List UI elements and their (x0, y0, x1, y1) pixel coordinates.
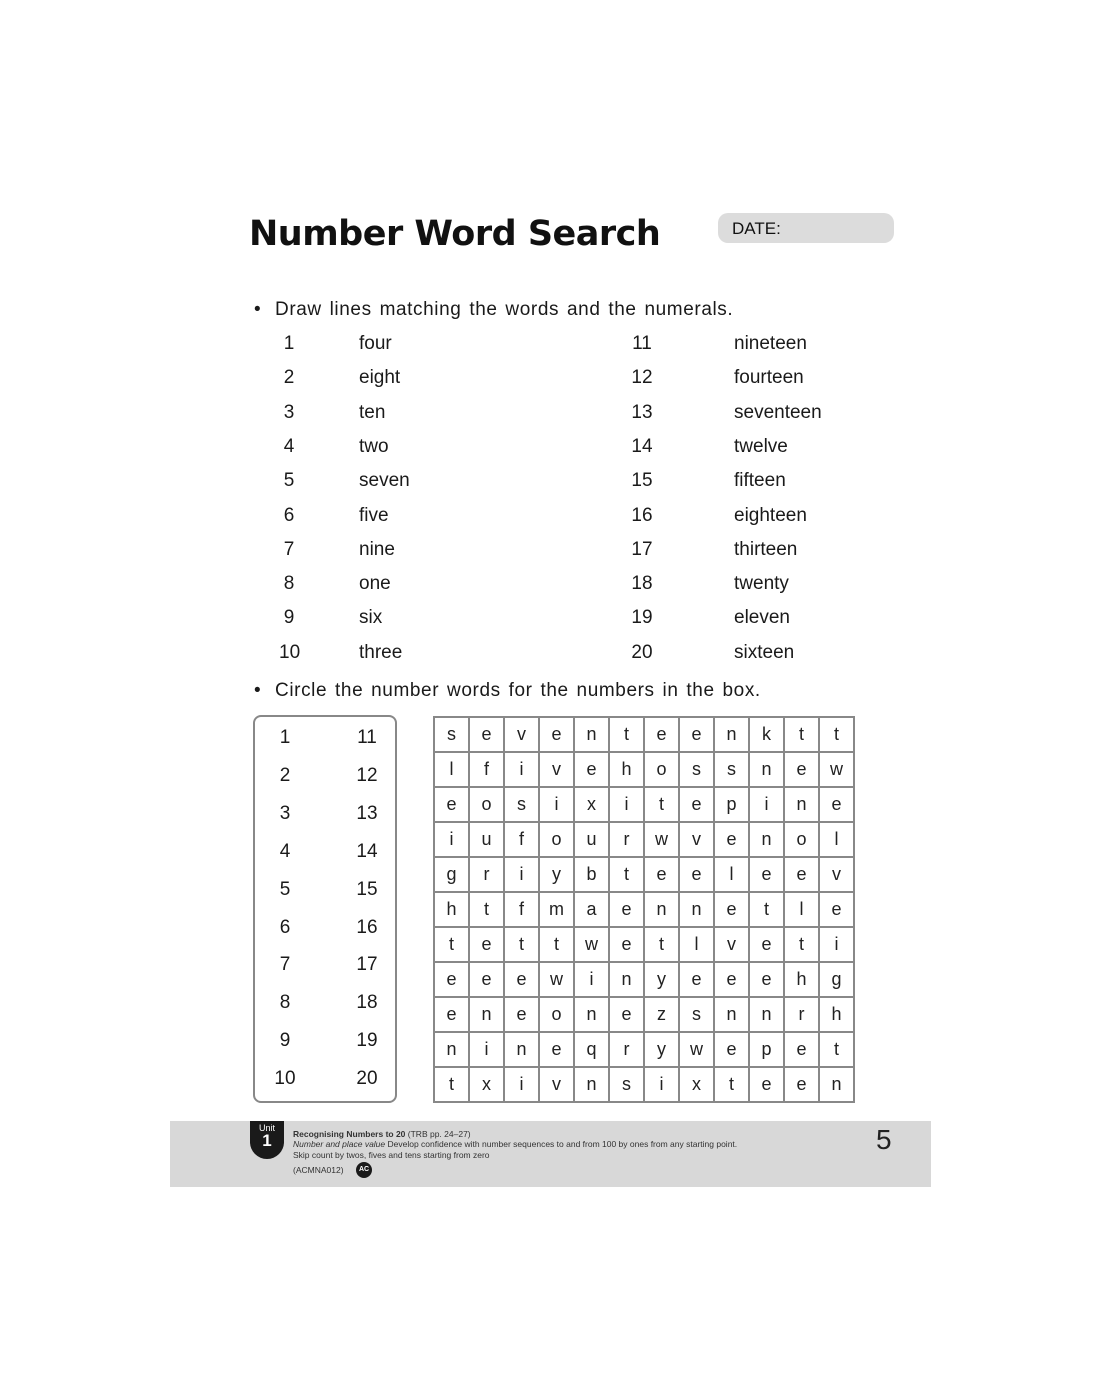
number-word: five (359, 504, 389, 526)
numeral: 20 (631, 641, 653, 663)
grid-letter[interactable]: n (469, 997, 504, 1032)
grid-letter[interactable]: e (714, 822, 749, 857)
footer-code: (ACMNA012) (293, 1165, 344, 1175)
grid-letter[interactable]: n (574, 1067, 609, 1102)
grid-letter[interactable]: e (609, 927, 644, 962)
grid-letter[interactable]: g (819, 962, 854, 997)
numeral: 19 (631, 607, 653, 629)
grid-letter[interactable]: t (609, 717, 644, 752)
grid-letter[interactable]: e (434, 997, 469, 1032)
grid-row (434, 997, 854, 1032)
grid-row (434, 892, 854, 927)
grid-letter[interactable]: f (504, 892, 539, 927)
instruction-matching (254, 299, 734, 321)
grid-letter[interactable]: l (679, 927, 714, 962)
grid-letter[interactable]: s (434, 717, 469, 752)
number-word: nineteen (734, 333, 807, 354)
grid-letter[interactable]: t (749, 892, 784, 927)
grid-letter[interactable]: s (679, 997, 714, 1032)
grid-letter[interactable]: e (679, 962, 714, 997)
grid-letter[interactable]: y (539, 857, 574, 892)
number-word: one (359, 573, 391, 595)
grid-letter[interactable]: h (434, 892, 469, 927)
box-numeral: 4 (279, 840, 291, 862)
grid-letter[interactable]: t (714, 1067, 749, 1102)
grid-letter[interactable]: t (784, 717, 819, 752)
grid-letter[interactable]: o (539, 997, 574, 1032)
grid-row (434, 1032, 854, 1067)
grid-row (434, 822, 854, 857)
page-title: Number Word Search (249, 214, 661, 254)
grid-letter[interactable]: t (434, 927, 469, 962)
box-numeral: 2 (279, 764, 291, 786)
number-word: six (359, 607, 383, 629)
numeral: 16 (631, 504, 653, 526)
grid-letter[interactable]: l (714, 857, 749, 892)
box-numeral: 18 (356, 992, 378, 1014)
number-word: nine (359, 538, 395, 560)
grid-letter[interactable]: n (574, 717, 609, 752)
number-word: twenty (734, 573, 789, 595)
box-numeral: 1 (279, 727, 291, 748)
grid-letter[interactable]: v (819, 857, 854, 892)
unit-badge (250, 1121, 284, 1159)
grid-letter[interactable]: e (749, 927, 784, 962)
number-word: ten (359, 401, 386, 423)
grid-letter[interactable]: n (749, 997, 784, 1032)
grid-row (434, 787, 854, 822)
grid-letter[interactable]: i (469, 1032, 504, 1067)
grid-letter[interactable]: w (819, 752, 854, 787)
grid-letter[interactable]: n (644, 892, 679, 927)
grid-letter[interactable]: v (539, 752, 574, 787)
grid-letter[interactable]: s (504, 787, 539, 822)
number-word: fifteen (734, 470, 786, 492)
grid-letter[interactable]: i (644, 1067, 679, 1102)
grid-letter[interactable]: e (749, 962, 784, 997)
footer-bar (170, 1121, 931, 1187)
grid-letter[interactable]: e (644, 717, 679, 752)
ac-badge-icon: AC (356, 1162, 372, 1178)
number-word: eight (359, 367, 401, 389)
grid-letter[interactable]: p (749, 1032, 784, 1067)
grid-letter[interactable]: t (434, 1067, 469, 1102)
grid-letter[interactable]: e (644, 857, 679, 892)
grid-letter[interactable]: n (714, 717, 749, 752)
grid-letter[interactable]: t (819, 1032, 854, 1067)
grid-letter[interactable]: e (504, 962, 539, 997)
box-numeral: 9 (279, 1030, 291, 1052)
footer-topic: Recognising Numbers to 20 (293, 1129, 406, 1139)
grid-letter[interactable]: v (539, 1067, 574, 1102)
grid-letter[interactable]: n (714, 997, 749, 1032)
grid-letter[interactable]: h (784, 962, 819, 997)
grid-letter[interactable]: v (504, 717, 539, 752)
grid-letter[interactable]: e (784, 857, 819, 892)
grid-letter[interactable]: l (819, 822, 854, 857)
grid-letter[interactable]: e (749, 1067, 784, 1102)
grid-letter[interactable]: f (469, 752, 504, 787)
page-number: 5 (876, 1124, 892, 1155)
grid-letter[interactable]: i (504, 857, 539, 892)
grid-letter[interactable]: k (749, 717, 784, 752)
grid-letter[interactable]: e (679, 717, 714, 752)
number-word: two (359, 435, 389, 457)
grid-letter[interactable]: o (469, 787, 504, 822)
box-numeral: 13 (356, 802, 378, 824)
grid-letter[interactable]: n (679, 892, 714, 927)
number-word: eighteen (734, 504, 807, 526)
grid-letter[interactable]: e (714, 962, 749, 997)
numeral: 17 (631, 538, 653, 560)
grid-row (434, 962, 854, 997)
grid-letter[interactable]: e (469, 962, 504, 997)
box-numeral: 3 (279, 802, 291, 824)
grid-letter[interactable]: r (609, 822, 644, 857)
grid-letter[interactable]: y (644, 1032, 679, 1067)
grid-letter[interactable]: e (539, 717, 574, 752)
grid-row (434, 927, 854, 962)
grid-letter[interactable]: e (539, 1032, 574, 1067)
number-word: three (359, 641, 403, 663)
instruction-matching-text: Draw lines matching the words and the numerals. (275, 299, 734, 320)
grid-letter[interactable]: e (714, 1032, 749, 1067)
number-word: seventeen (734, 401, 822, 423)
grid-letter[interactable]: a (574, 892, 609, 927)
grid-letter[interactable]: h (819, 997, 854, 1032)
grid-letter[interactable]: t (644, 927, 679, 962)
numeral: 15 (631, 470, 653, 492)
numeral: 5 (283, 470, 295, 492)
numeral: 2 (283, 367, 295, 389)
box-numeral: 14 (356, 840, 378, 862)
grid-letter[interactable]: e (434, 962, 469, 997)
box-numeral: 19 (356, 1030, 378, 1052)
grid-letter[interactable]: i (819, 927, 854, 962)
number-word: thirteen (734, 538, 798, 560)
grid-letter[interactable]: n (749, 822, 784, 857)
box-numeral: 17 (356, 954, 378, 976)
grid-letter[interactable]: w (644, 822, 679, 857)
grid-letter[interactable]: e (574, 752, 609, 787)
numeral: 10 (279, 641, 301, 663)
grid-letter[interactable]: z (644, 997, 679, 1032)
grid-letter[interactable]: n (504, 1032, 539, 1067)
grid-letter[interactable]: i (539, 787, 574, 822)
numeral: 8 (283, 573, 295, 595)
grid-letter[interactable]: e (469, 927, 504, 962)
grid-letter[interactable]: l (434, 752, 469, 787)
number-word: four (359, 333, 392, 354)
box-numeral: 16 (356, 916, 378, 938)
grid-letter[interactable]: w (539, 962, 574, 997)
numeral: 14 (631, 435, 653, 457)
grid-letter[interactable]: e (679, 787, 714, 822)
grid-letter[interactable]: x (574, 787, 609, 822)
footer-strand: Number and place value (293, 1139, 386, 1149)
grid-letter[interactable]: b (574, 857, 609, 892)
word-search-grid (433, 716, 855, 1103)
number-word: twelve (734, 435, 788, 457)
numeral: 13 (631, 401, 653, 423)
footer-line-3: Skip count by twos, fives and tens starting from zero (293, 1150, 490, 1160)
grid-letter[interactable]: o (644, 752, 679, 787)
grid-letter[interactable]: u (574, 822, 609, 857)
grid-letter[interactable]: l (784, 892, 819, 927)
box-numeral: 6 (279, 916, 291, 938)
grid-letter[interactable]: h (609, 752, 644, 787)
numeral: 4 (283, 435, 295, 457)
grid-letter[interactable]: e (784, 1067, 819, 1102)
grid-letter[interactable]: r (609, 1032, 644, 1067)
box-numeral: 15 (356, 878, 378, 900)
grid-letter[interactable]: i (504, 1067, 539, 1102)
grid-letter[interactable]: v (714, 927, 749, 962)
instruction-circle (254, 680, 761, 702)
grid-letter[interactable]: i (504, 752, 539, 787)
number-word: sixteen (734, 641, 795, 663)
grid-letter[interactable]: n (434, 1032, 469, 1067)
date-field[interactable]: DATE: (718, 213, 894, 243)
grid-row (434, 717, 854, 752)
grid-letter[interactable]: s (714, 752, 749, 787)
grid-letter[interactable]: i (749, 787, 784, 822)
grid-letter[interactable]: m (539, 892, 574, 927)
number-word: eleven (734, 607, 790, 629)
grid-row (434, 752, 854, 787)
numeral: 1 (283, 333, 295, 354)
footer-line-1 (293, 1129, 471, 1139)
numeral: 11 (632, 333, 652, 354)
bullet: • (254, 299, 262, 320)
numeral: 6 (283, 504, 295, 526)
grid-letter[interactable]: i (609, 787, 644, 822)
footer-line-2 (293, 1139, 737, 1149)
grid-letter[interactable]: r (469, 857, 504, 892)
grid-letter[interactable]: e (609, 892, 644, 927)
footer-description: Develop confidence with number sequences to and from 100 by ones from any starting point. (385, 1139, 738, 1149)
grid-letter[interactable]: t (504, 927, 539, 962)
grid-letter[interactable]: r (784, 997, 819, 1032)
numeral: 9 (283, 607, 295, 629)
grid-letter[interactable]: n (819, 1067, 854, 1102)
grid-letter[interactable]: e (819, 787, 854, 822)
box-numeral: 7 (279, 954, 291, 976)
box-numeral: 8 (279, 992, 291, 1014)
numeral: 18 (631, 573, 653, 595)
box-numeral: 11 (357, 727, 377, 748)
numeral: 3 (283, 401, 295, 423)
numeral: 7 (283, 538, 295, 560)
grid-letter[interactable]: p (714, 787, 749, 822)
grid-letter[interactable]: n (574, 997, 609, 1032)
grid-letter[interactable]: t (819, 717, 854, 752)
box-numeral: 10 (274, 1068, 296, 1090)
bullet: • (254, 680, 262, 701)
grid-letter[interactable]: t (784, 927, 819, 962)
numbers-box (253, 715, 397, 1103)
grid-letter[interactable]: s (609, 1067, 644, 1102)
grid-letter[interactable]: e (714, 892, 749, 927)
grid-letter[interactable]: n (784, 787, 819, 822)
grid-letter[interactable]: v (679, 822, 714, 857)
grid-letter[interactable]: e (679, 857, 714, 892)
grid-letter[interactable]: e (819, 892, 854, 927)
number-word: fourteen (734, 367, 804, 389)
grid-letter[interactable]: y (644, 962, 679, 997)
grid-letter[interactable]: e (469, 717, 504, 752)
grid-letter[interactable]: x (469, 1067, 504, 1102)
grid-row (434, 857, 854, 892)
grid-letter[interactable]: q (574, 1032, 609, 1067)
grid-letter[interactable]: g (434, 857, 469, 892)
grid-letter[interactable]: e (504, 997, 539, 1032)
grid-row (434, 1067, 854, 1102)
grid-letter[interactable]: e (609, 997, 644, 1032)
grid-letter[interactable]: t (644, 787, 679, 822)
grid-letter[interactable]: t (609, 857, 644, 892)
grid-letter[interactable]: f (504, 822, 539, 857)
grid-letter[interactable]: n (609, 962, 644, 997)
grid-letter[interactable]: e (434, 787, 469, 822)
grid-letter[interactable]: u (469, 822, 504, 857)
box-numeral: 12 (356, 764, 378, 786)
grid-letter[interactable]: o (539, 822, 574, 857)
box-numeral: 20 (356, 1068, 378, 1090)
grid-letter[interactable]: o (784, 822, 819, 857)
unit-number: 1 (262, 1131, 272, 1150)
grid-letter[interactable]: w (679, 1032, 714, 1067)
box-numeral: 5 (279, 878, 291, 900)
unit-label: Unit (258, 1123, 275, 1133)
grid-letter[interactable]: n (749, 752, 784, 787)
grid-letter[interactable]: s (679, 752, 714, 787)
grid-letter[interactable]: i (574, 962, 609, 997)
grid-letter[interactable]: t (539, 927, 574, 962)
grid-letter[interactable]: e (784, 752, 819, 787)
grid-letter[interactable]: e (784, 1032, 819, 1067)
grid-letter[interactable]: x (679, 1067, 714, 1102)
footer-ref: (TRB pp. 24–27) (405, 1129, 471, 1139)
instruction-circle-text: Circle the number words for the numbers in the box. (275, 680, 761, 701)
grid-letter[interactable]: i (434, 822, 469, 857)
number-word: seven (359, 470, 410, 492)
grid-letter[interactable]: w (574, 927, 609, 962)
grid-letter[interactable]: t (469, 892, 504, 927)
grid-letter[interactable]: e (749, 857, 784, 892)
numeral: 12 (631, 367, 653, 389)
